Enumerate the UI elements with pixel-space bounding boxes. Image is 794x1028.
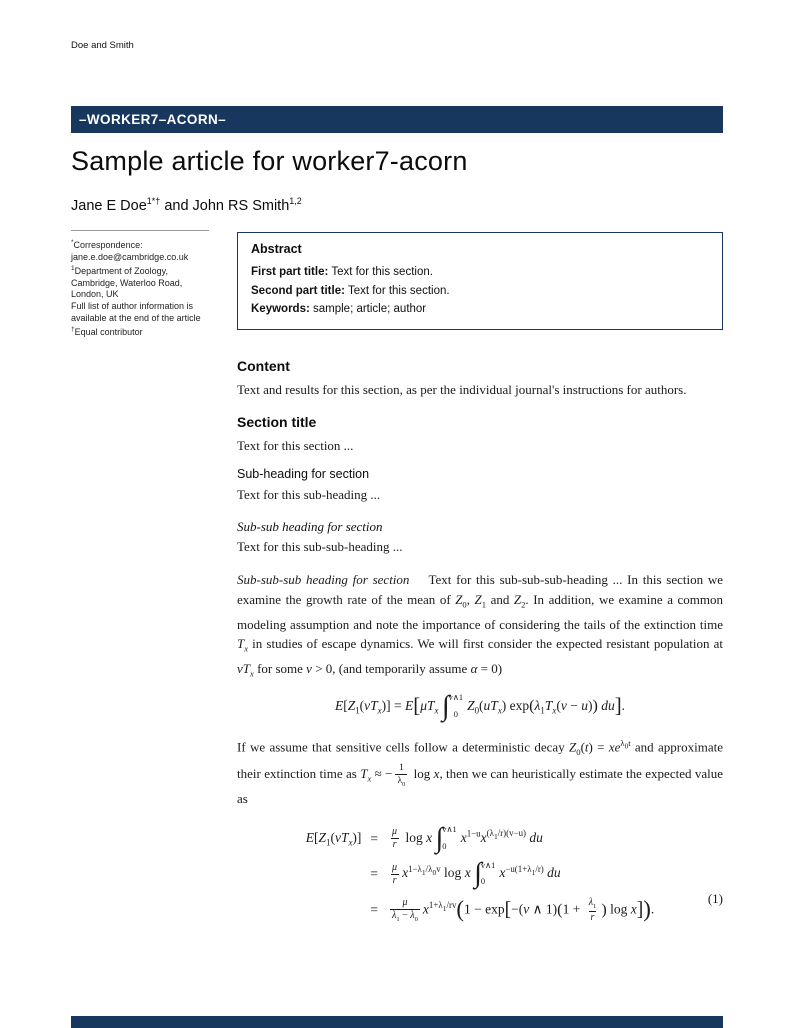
article-title: Sample article for worker7-acorn [71,146,468,176]
equals-sign-2: = [370,866,379,882]
abstract-second-part [251,282,709,301]
correspondence-email: jane.e.doe@cambridge.co.uk [71,251,189,262]
equation-lhs: $E[Z_1(vT_x)]$ [305,829,362,848]
sidebar-divider [71,230,209,231]
abstract-second-part-text: Text for this section. [347,284,450,297]
affiliation-line-3: London, UK [71,289,119,300]
author-info-note-line-2: available at the end of the article [71,312,201,323]
author-2-name: John RS Smith [192,197,290,214]
sub-heading-paragraph: Text for this sub-heading ... [237,487,381,502]
author-info-note-line-1: Full list of author information is [71,300,194,311]
authors-line [71,196,302,214]
equation-line-3 [306,892,655,929]
sub-heading: Sub-heading for section [237,467,370,481]
sub-sub-heading: Sub-sub heading for section [237,518,383,534]
journal-banner [71,106,723,133]
section-title-heading: Section title [237,413,317,430]
display-equation: $E[Z_1(vT_x)] = E[\mu T_x$ ∫ v∧1 0 $Z_0(uT_x) \exp(\lambda_1T_x(v - u))$ du]. [334,691,626,723]
abstract-first-part-text: Text for this section. [331,266,433,278]
affiliation-line-2: Cambridge, Waterloo Road, [71,277,183,288]
equation-rhs-1: $\frac{\mu}{r}$ log x ∫ v∧1 0 $x^{1-u}x^{(\lambda_1/r)(v-u)}$ du [392,822,543,854]
correspondence-notes [71,237,231,339]
equation-array-table [306,821,655,929]
author-1-name: Jane E Doe [71,197,147,214]
content-heading: Content [237,358,290,374]
article-body [237,358,723,929]
footer-bar [71,1016,723,1028]
abstract-keywords-text: sample; article; author [313,303,427,315]
sub-sub-heading-paragraph: Text for this sub-sub-heading ... [237,538,403,554]
authors-connector: and [160,197,193,214]
abstract-keywords-label: Keywords: [251,303,310,315]
section-paragraph: Text for this section ... [237,437,354,453]
equation-array [237,821,723,929]
equals-sign-3: = [370,902,379,918]
affiliation-line-1: $^1$Department of Zoology, [71,265,169,277]
author-1-affiliation-marks: 1*† [146,196,161,206]
equation-number: (1) [707,890,723,906]
running-head: Doe and Smith [71,40,134,51]
equation-lhs-empty-3 [306,892,362,929]
sub-sub-sub-paragraph: Sub-sub-sub heading for section Text for this sub-sub-sub-heading ... In this section we examine the growth rate of the mean of $Z_0$, $Z_1$ and $Z_2$. In addition, we examine a common modeling assumption and note the importance of considering the tails of the extinction time $T_x$ in studies of escape dynamics. We will first consider the expected resistant population at $vT_x$ for some v > 0, (and temporarily assume α = 0) [237,572,724,679]
abstract-box [237,232,723,330]
equation-line-1 [306,821,655,857]
abstract-second-part-label: Second part title: [251,284,345,297]
equals-sign-1: = [370,830,379,846]
abstract-heading: Abstract [251,242,302,256]
banner-text: –WORKER7–ACORN– [79,112,227,127]
equal-contributor-note: †Equal contributor [71,326,143,338]
correspondence-label: *Correspondence: [71,239,143,250]
decay-paragraph: If we assume that sensitive cells follow a deterministic decay $Z_0(t) = xe^{\lambda_0t}$ and approximate their extinction time as $T_x$ ≈ − $\frac{1}{\lambda_0}$ log x, then we can heuristically estimate the expected value as [237,737,723,807]
equation-line-2 [306,856,655,892]
equation-rhs-3: $\frac{\mu}{\lambda_1 - \lambda_0}$ $x^{1+\lambda_1/rv}(1 - \exp[-(v$ ∧ 1)(1 + $\frac{\lambda_1}{r}$ ) log x]). [392,896,655,923]
abstract-first-part [251,263,709,282]
equation-rhs-2: $\frac{\mu}{r}$ $x^{1-\lambda_1/\lambda_0v}$ log x ∫ v∧1 0 $x^{-u(1+\lambda_1/r)}$ du [392,858,561,890]
author-2-affiliation-marks: 1,2 [289,196,302,206]
equation-lhs-empty-2 [306,856,362,892]
content-paragraph: Text and results for this section, as per the individual journal's instructions for authors. [237,382,687,397]
abstract-first-part-label: First part title: [251,266,329,278]
abstract-keywords [251,300,709,319]
